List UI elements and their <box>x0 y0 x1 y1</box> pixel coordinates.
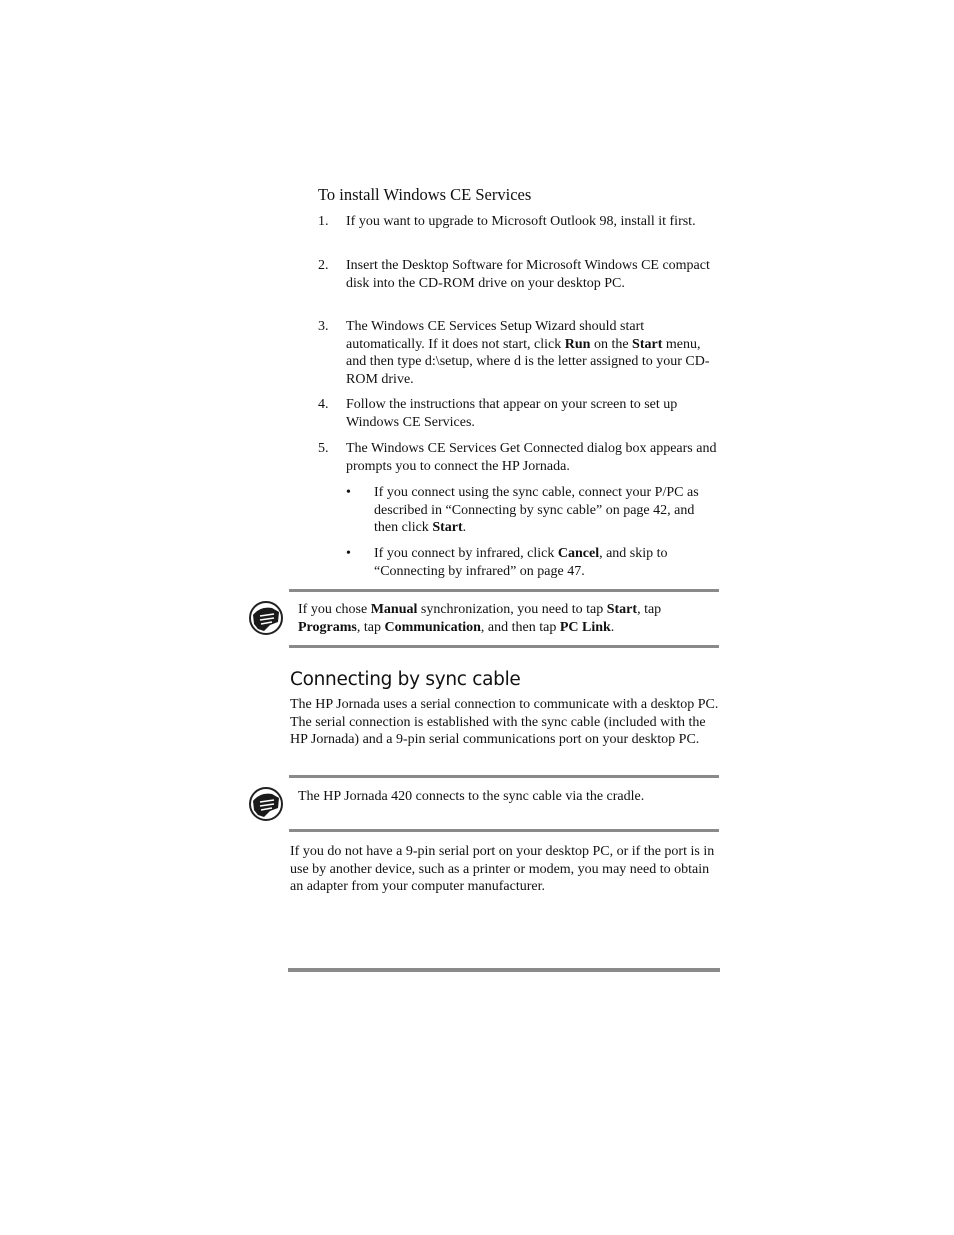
note-text: If you chose Manual synchronization, you need to tap Start, tap Programs, tap Communication, and then tap PC Link. <box>298 602 662 635</box>
note-divider-bottom <box>289 645 719 648</box>
note-hand-icon <box>248 600 284 636</box>
step-item <box>318 213 720 231</box>
ui-term-programs: Programs <box>298 619 357 635</box>
bullet-item <box>346 545 720 580</box>
step-number: 3. <box>318 319 329 334</box>
note-divider-bottom <box>289 829 719 832</box>
section-heading: Connecting by sync cable <box>290 669 521 690</box>
ui-term-pc-link: PC Link <box>559 619 611 635</box>
ui-term-manual: Manual <box>370 602 418 617</box>
page-footer-rule <box>288 968 720 972</box>
ui-term-start: Start <box>606 602 638 617</box>
bullet-glyph: • <box>346 546 351 561</box>
step-text: The Windows CE Services Setup Wizard should start automatically. If it does not start, click Run on the Start menu, and then type d:\setup, where d is the letter assigned to your CD-ROM drive. <box>346 319 710 387</box>
step-item <box>318 257 720 292</box>
ui-term-cancel: Cancel <box>557 546 600 561</box>
bullet-item <box>346 484 720 537</box>
step-number: 5. <box>318 441 329 456</box>
step-number: 4. <box>318 397 329 412</box>
bullet-glyph: • <box>346 485 351 500</box>
step-item <box>318 318 720 388</box>
step-text: The Windows CE Services Get Connected dialog box appears and prompts you to connect the HP Jornada. <box>346 441 717 474</box>
ui-term-communication: Communication <box>384 619 481 635</box>
ui-term-start: Start <box>632 336 663 352</box>
bullet-text: If you connect by infrared, click Cancel, and skip to “Connecting by infrared” on page 47. <box>374 546 668 579</box>
ui-term-run: Run <box>564 336 591 352</box>
step-number: 2. <box>318 258 329 273</box>
step-text: Insert the Desktop Software for Microsoft Windows CE compact disk into the CD-ROM drive on your desktop PC. <box>346 258 710 291</box>
ui-term-start: Start <box>432 520 463 535</box>
note-text: The HP Jornada 420 connects to the sync cable via the cradle. <box>298 789 645 804</box>
note-hand-icon <box>248 786 284 822</box>
procedure-title: To install Windows CE Services <box>318 185 532 204</box>
note-divider-top <box>289 775 719 778</box>
note-divider-top <box>289 589 719 592</box>
section-intro: The HP Jornada uses a serial connection to communicate with a desktop PC. The serial connection is established with the sync cable (included with the HP Jornada) and a 9-pin serial communications port on your desktop PC. <box>290 697 719 747</box>
closing-paragraph: If you do not have a 9-pin serial port on your desktop PC, or if the port is in use by another device, such as a printer or modem, you may need to obtain an adapter from your computer manufacturer. <box>290 844 715 894</box>
step-text: If you want to upgrade to Microsoft Outlook 98, install it first. <box>346 214 696 229</box>
step-item <box>318 396 720 431</box>
bullet-text: If you connect using the sync cable, connect your P/PC as described in “Connecting by sync cable” on page 42, and then click Start. <box>374 485 699 535</box>
step-number: 1. <box>318 214 329 229</box>
step-item <box>318 440 720 475</box>
step-text: Follow the instructions that appear on your screen to set up Windows CE Services. <box>346 397 678 430</box>
